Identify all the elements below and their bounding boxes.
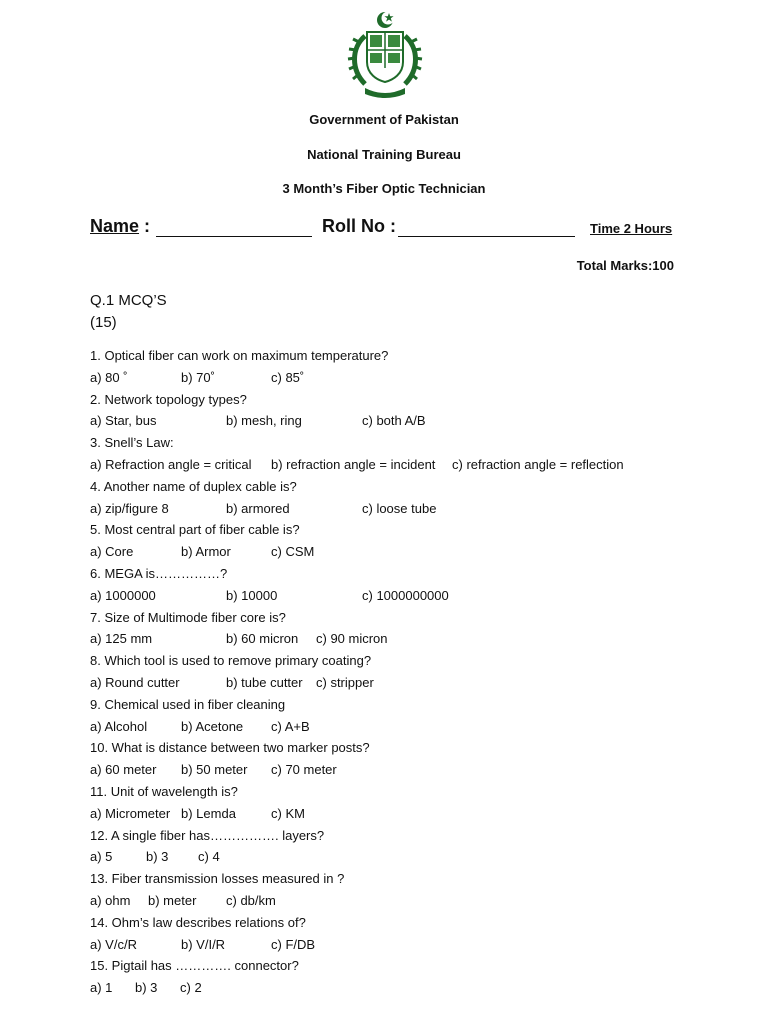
- header-government: Government of Pakistan: [309, 112, 459, 127]
- option-b: b) meter: [148, 892, 197, 908]
- section-heading: [90, 290, 167, 334]
- option-c: c) A+B: [271, 718, 310, 734]
- option-c: c) 85˚: [271, 369, 305, 385]
- option-b: b) Lemda: [181, 805, 236, 821]
- total-marks: Total Marks:100: [576, 258, 674, 273]
- roll-label: Roll No :: [322, 216, 396, 236]
- option-a: a) ohm: [90, 892, 131, 908]
- option-c: c) CSM: [271, 544, 315, 560]
- question-text: 10. What is distance between two marker posts?: [90, 740, 370, 756]
- question-list: [90, 345, 730, 999]
- question-text: 3. Snell’s Law:: [90, 435, 174, 451]
- option-c: c) 70 meter: [271, 762, 337, 778]
- option-a: a) 80 ˚: [90, 369, 128, 385]
- option-a: a) Core: [90, 544, 134, 560]
- options-row: [90, 934, 730, 956]
- question-text: 11. Unit of wavelength is?: [90, 783, 238, 799]
- options-row: [90, 410, 730, 432]
- options-row: [90, 672, 730, 694]
- option-b: b) 3: [135, 980, 158, 996]
- option-a: a) Micrometer: [90, 805, 171, 821]
- header-bureau: National Training Bureau: [307, 147, 461, 162]
- option-a: a) zip/figure 8: [90, 500, 169, 516]
- header-course: 3 Month’s Fiber Optic Technician: [282, 181, 486, 196]
- options-row: [90, 585, 730, 607]
- question-text: 6. MEGA is……………?: [90, 565, 228, 581]
- options-row: [90, 890, 730, 912]
- question-text: 8. Which tool is used to remove primary coating?: [90, 653, 372, 669]
- state-emblem-icon: [343, 8, 427, 100]
- option-b: b) tube cutter: [226, 674, 303, 690]
- option-b: b) refraction angle = incident: [271, 456, 436, 472]
- option-c: c) 2: [180, 980, 202, 996]
- options-row: [90, 367, 730, 389]
- option-a: a) 125 mm: [90, 631, 153, 647]
- question-text: 7. Size of Multimode fiber core is?: [90, 609, 286, 625]
- option-a: a) Refraction angle = critical: [90, 456, 252, 472]
- option-a: a) Star, bus: [90, 413, 157, 429]
- question-text: 5. Most central part of fiber cable is?: [90, 522, 300, 538]
- option-b: b) 50 meter: [181, 762, 248, 778]
- option-c: c) stripper: [316, 674, 374, 690]
- option-a: a) 5: [90, 849, 113, 865]
- question-text: 12. A single fiber has……………. layers?: [90, 827, 325, 843]
- option-b: b) 3: [146, 849, 169, 865]
- option-b: b) 70˚: [181, 369, 215, 385]
- option-c: c) refraction angle = reflection: [452, 456, 624, 472]
- options-row: [90, 759, 730, 781]
- options-row: [90, 628, 730, 650]
- options-row: [90, 977, 730, 999]
- option-b: b) V/I/R: [181, 936, 226, 952]
- option-c: c) KM: [271, 805, 305, 821]
- options-row: [90, 803, 730, 825]
- question-text: 9. Chemical used in fiber cleaning: [90, 696, 286, 712]
- options-row: [90, 716, 730, 738]
- option-b: b) 60 micron: [226, 631, 299, 647]
- options-row: [90, 498, 730, 520]
- option-c: c) 4: [198, 849, 220, 865]
- option-b: b) Armor: [181, 544, 231, 560]
- option-c: c) both A/B: [362, 413, 426, 429]
- question-text: 1. Optical fiber can work on maximum temperature?: [90, 348, 389, 363]
- option-a: a) 1: [90, 980, 113, 996]
- options-row: [90, 846, 730, 868]
- question-text: 15. Pigtail has …………. connector?: [90, 958, 299, 974]
- section-marks: (15): [90, 314, 117, 331]
- option-b: b) 10000: [226, 587, 278, 603]
- option-a: a) Round cutter: [90, 674, 180, 690]
- option-c: c) db/km: [226, 892, 276, 908]
- option-b: b) armored: [226, 500, 290, 516]
- option-a: a) 1000000: [90, 587, 156, 603]
- roll-blank-line[interactable]: [398, 236, 575, 237]
- option-c: c) 90 micron: [316, 631, 388, 647]
- question-text: 14. Ohm’s law describes relations of?: [90, 914, 306, 930]
- name-roll-row: [90, 216, 690, 242]
- option-a: a) Alcohol: [90, 718, 148, 734]
- option-b: b) mesh, ring: [226, 413, 302, 429]
- name-blank-line[interactable]: [156, 236, 312, 237]
- option-a: a) V/c/R: [90, 936, 137, 952]
- question-text: 13. Fiber transmission losses measured in ?: [90, 871, 345, 887]
- option-c: c) 1000000000: [362, 587, 449, 603]
- question-text: 4. Another name of duplex cable is?: [90, 478, 297, 494]
- question-text: 2. Network topology types?: [90, 391, 247, 407]
- options-row: [90, 454, 730, 476]
- option-b: b) Acetone: [181, 718, 244, 734]
- time-label: Time 2 Hours: [590, 221, 673, 236]
- section-title: Q.1 MCQ’S: [90, 292, 167, 309]
- options-row: [90, 541, 730, 563]
- option-c: c) loose tube: [362, 500, 437, 516]
- option-c: c) F/DB: [271, 936, 316, 952]
- name-label: Name :: [90, 216, 151, 236]
- option-a: a) 60 meter: [90, 762, 157, 778]
